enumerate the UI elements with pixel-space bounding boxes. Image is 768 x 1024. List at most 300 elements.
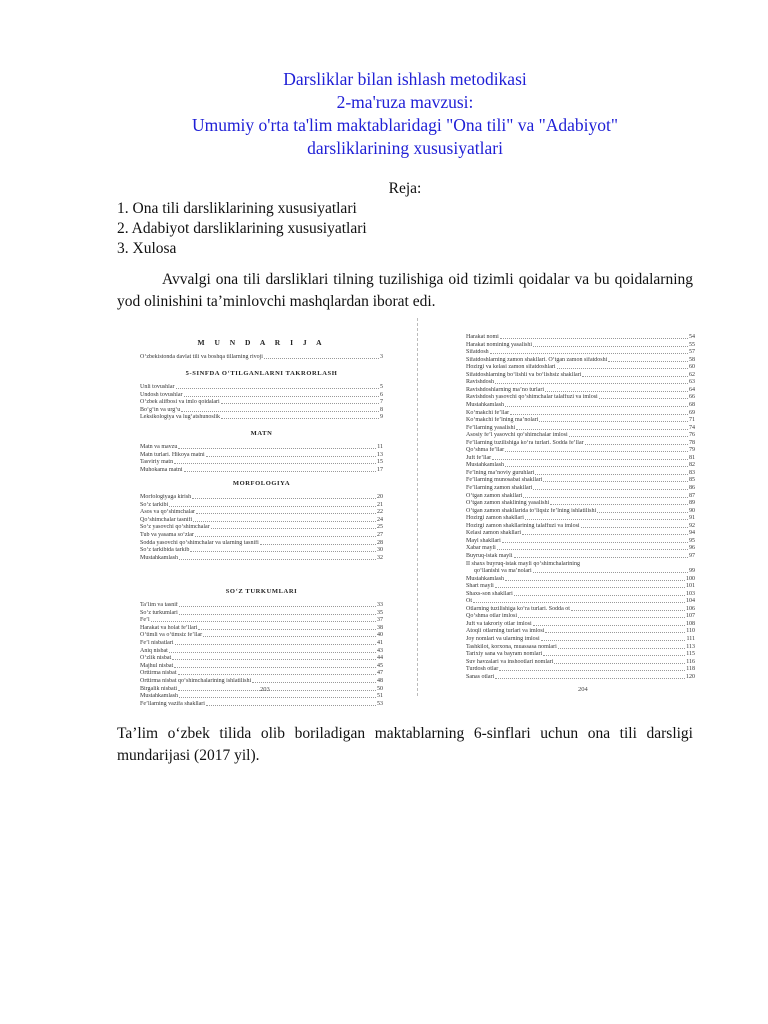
contents-entry-title: Tub va yasama so‘zlar [140, 532, 194, 538]
page-number-right: 204 [578, 686, 588, 693]
contents-page-number: 35 [377, 609, 383, 616]
contents-entry-title: Qo‘shma otlar imlosi [466, 613, 517, 620]
contents-page-number: 96 [689, 545, 695, 552]
contents-row [140, 532, 383, 539]
contents-row [140, 610, 383, 617]
contents-page-number: 85 [689, 477, 695, 484]
contents-entry-title: Matn va mavzu [140, 444, 178, 450]
contents-entry-title: qo‘llanishi va ma’nolari [474, 568, 532, 575]
contents-page-number: 13 [377, 451, 383, 458]
contents-entry-title: Turdosh otlar [466, 666, 499, 673]
contents-row [466, 606, 695, 613]
contents-page-number: 71 [689, 417, 695, 424]
plan-item: 3. Xulosa [117, 240, 177, 257]
contents-page-number: 3 [380, 354, 383, 360]
contents-row [140, 467, 383, 474]
contents-entry-title: Hozirgi zamon shakllari [466, 515, 524, 522]
contents-dot-leader [196, 513, 376, 514]
contents-row [466, 394, 695, 401]
contents-page-number: 68 [689, 401, 695, 408]
contents-page-number: 30 [377, 547, 383, 554]
contents-row [466, 561, 695, 568]
contents-dot-leader [211, 528, 376, 529]
contents-page-number: 27 [377, 532, 383, 538]
contents-dot-leader [541, 640, 686, 641]
contents-row [466, 545, 695, 552]
contents-dot-leader [176, 388, 380, 389]
contents-page-number: 51 [377, 693, 383, 700]
contents-dot-leader [175, 644, 377, 645]
contents-page-number: 104 [686, 598, 695, 605]
contents-page-number: 25 [377, 524, 383, 531]
contents-row [140, 524, 383, 531]
contents-page-number: 78 [689, 439, 695, 446]
contents-dot-leader [192, 498, 376, 499]
contents-page-number: 108 [686, 620, 695, 627]
contents-dot-leader [179, 697, 376, 698]
contents-dot-leader [178, 448, 376, 449]
contents-dot-leader [533, 346, 688, 347]
contents-row [466, 379, 695, 386]
contents-dot-leader [473, 602, 685, 603]
contents-entry-title: O‘zbekistonda davlat tili va boshqa tillarning rivoji [140, 354, 263, 360]
contents-dot-leader [543, 481, 688, 482]
contents-entry-title: O‘zlik nisbat [140, 655, 172, 662]
contents-section-heading: MATN [250, 430, 273, 437]
contents-row [140, 640, 383, 647]
contents-entry-title: Kelasi zamon shakllari [466, 530, 521, 537]
contents-row [466, 576, 695, 583]
contents-page-number: 91 [689, 515, 695, 522]
contents-row [140, 632, 383, 639]
contents-dot-leader [221, 418, 379, 419]
contents-row [140, 502, 383, 509]
contents-row [140, 444, 383, 451]
contents-page-number: 89 [689, 500, 695, 507]
contents-row [466, 591, 695, 598]
contents-page-number: 115 [686, 651, 695, 658]
contents-entry-title: O‘tgan zamon shakllarida to‘liqsiz fe’lning ishlatilishi [466, 507, 597, 514]
contents-dot-leader [597, 512, 688, 513]
contents-row [466, 440, 695, 447]
contents-row [466, 402, 695, 409]
contents-entry-title: Ot [466, 598, 472, 605]
contents-dot-leader [174, 667, 376, 668]
contents-row [466, 538, 695, 545]
contents-entry-title: Sifatdosh [466, 349, 489, 356]
contents-entry-title: Hozirgi va kelasi zamon sifatdoshlari [466, 364, 556, 371]
contents-row [466, 493, 695, 500]
contents-dot-leader [518, 617, 685, 618]
contents-entry-title: Ta’lim va tasnif [140, 602, 178, 608]
contents-page-number: 111 [686, 636, 695, 642]
page-number-left: 203 [260, 686, 270, 693]
contents-row [466, 613, 695, 620]
contents-section-heading: 5-SINFDA O‘TILGANLARNI TAKRORLASH [185, 370, 338, 377]
contents-row [466, 342, 695, 349]
contents-dot-leader [260, 544, 376, 545]
contents-entry-title: Ravishdosh [466, 379, 495, 386]
plan-heading: Reja: [388, 180, 422, 197]
contents-dot-leader [505, 580, 685, 581]
contents-page-number: 103 [686, 590, 695, 597]
contents-row [140, 648, 383, 655]
contents-row [466, 628, 695, 635]
contents-row [140, 407, 383, 414]
contents-page-number: 74 [689, 424, 695, 431]
contents-page-number: 62 [689, 371, 695, 378]
contents-dot-leader [495, 678, 685, 679]
contents-dot-leader [505, 451, 688, 452]
contents-dot-leader [550, 504, 688, 505]
contents-entry-title: O‘zbek alifbosi va imlo qoidalari [140, 399, 220, 406]
contents-row [466, 477, 695, 484]
contents-page-number: 76 [689, 432, 695, 439]
contents-dot-leader [525, 519, 688, 520]
contents-section-heading: MORFOLOGIYA [232, 480, 291, 487]
page-fold-divider [417, 318, 418, 696]
contents-page-number: 58 [689, 356, 695, 363]
contents-dot-leader [502, 542, 688, 543]
contents-dot-leader [198, 629, 376, 630]
contents-row [466, 364, 695, 371]
contents-dot-leader [539, 421, 688, 422]
contents-entry-title: Sanas otlari [466, 673, 495, 680]
contents-dot-leader [558, 648, 685, 649]
contents-dot-leader [543, 655, 685, 656]
contents-page-number: 24 [377, 516, 383, 523]
contents-dot-leader [533, 572, 688, 573]
contents-page-number: 21 [377, 501, 383, 508]
contents-entry-title: Suv havzalari va inshootlari nomlari [466, 658, 554, 665]
contents-dot-leader [184, 471, 377, 472]
contents-page-number: 60 [689, 364, 695, 371]
contents-dot-leader [505, 406, 688, 407]
contents-entry-title: Qo‘shma fe’llar [466, 447, 505, 454]
contents-entry-title: Otlarning tuzilishiga ko‘ra turlari. Sodda ot [466, 605, 570, 612]
contents-main-title: M U N D A R I J A [197, 338, 326, 347]
contents-dot-leader [203, 636, 376, 637]
contents-row [466, 357, 695, 364]
contents-entry-title: Harakat nomining yasalishi [466, 341, 532, 348]
contents-row [466, 598, 695, 605]
contents-dot-leader [179, 606, 376, 607]
contents-entry-title: Fe’l [140, 617, 150, 624]
contents-page-number: 41 [377, 640, 383, 646]
contents-dot-leader [545, 391, 688, 392]
contents-dot-leader [490, 353, 688, 354]
contents-dot-leader [495, 383, 688, 384]
contents-page-number: 87 [689, 492, 695, 499]
contents-dot-leader [523, 497, 688, 498]
contents-row [140, 494, 383, 501]
contents-entry-title: Orttirma nisbat [140, 670, 177, 677]
contents-dot-leader [516, 429, 688, 430]
contents-row [140, 509, 383, 516]
contents-entry-title: Fe’llarning munosabat shakllari [466, 477, 543, 484]
contents-entry-title: Shaxs-son shakllari [466, 590, 513, 597]
contents-entry-title: Mustahkamlash [466, 401, 504, 408]
contents-row [466, 583, 695, 590]
lecture-title [117, 68, 693, 160]
contents-entry-title: Asos va qo‘shimchalar [140, 509, 195, 516]
contents-page-number: 94 [689, 530, 695, 537]
contents-row [466, 515, 695, 522]
contents-page-number: 53 [377, 700, 383, 707]
contents-page-number: 66 [689, 394, 695, 401]
contents-entry-title: Majhul nisbat [140, 662, 174, 669]
contents-row [140, 602, 383, 609]
contents-page-number: 116 [686, 658, 695, 665]
contents-page-number: 40 [377, 632, 383, 639]
contents-dot-leader [582, 376, 688, 377]
contents-entry-title: So‘z tarkibida tarkib [140, 547, 190, 554]
contents-dot-leader [505, 466, 688, 467]
contents-entry-title: Juft va takroriy otlar imlosi [466, 620, 532, 627]
contents-dot-leader [495, 587, 685, 588]
contents-dot-leader [557, 368, 688, 369]
contents-entry-title: Bo‘g‘in va urg‘u [140, 406, 181, 413]
contents-page-number: 79 [689, 447, 695, 454]
contents-dot-leader [174, 463, 376, 464]
contents-dot-leader [492, 459, 688, 460]
contents-page-number: 99 [689, 568, 695, 575]
contents-page-number: 64 [689, 386, 695, 393]
contents-entry-title: Qo‘shimchalar tasnifi [140, 516, 193, 523]
contents-dot-leader [571, 610, 685, 611]
contents-page-number: 9 [380, 414, 383, 421]
contents-row [466, 621, 695, 628]
plan-item: 2. Adabiyot darsliklarining xususiyatlari [117, 220, 367, 237]
contents-page-number: 5 [380, 384, 383, 390]
contents-row [466, 462, 695, 469]
contents-entry-title: Morfologiyaga kirish [140, 494, 192, 500]
title-line-3: Umumiy o'rta ta'lim maktablaridagi "Ona tili" va "Adabiyot" [191, 115, 619, 135]
contents-row [140, 399, 383, 406]
contents-entry-title: Sifatdoshlarning bo‘lishli va bo‘lishsiz shakllari [466, 371, 582, 378]
contents-dot-leader [179, 559, 376, 560]
contents-entry-title: Ko‘makchi fe’llar [466, 409, 510, 416]
contents-dot-leader [533, 489, 688, 490]
contents-page-number: 47 [377, 670, 383, 677]
contents-dot-leader [179, 614, 376, 615]
contents-dot-leader [252, 682, 376, 683]
contents-dot-leader [514, 557, 689, 558]
contents-page-number: 50 [377, 685, 383, 692]
contents-entry-title: Muhokama matni [140, 466, 183, 473]
contents-entry-title: Joy nomlari va ularning imlosi [466, 636, 540, 642]
contents-dot-leader [545, 632, 685, 633]
contents-page-number: 118 [686, 666, 695, 673]
contents-page-number: 32 [377, 554, 383, 561]
contents-entry-title: So‘z turkumlari [140, 609, 178, 616]
contents-dot-leader [585, 444, 688, 445]
contents-row [140, 617, 383, 624]
contents-row [140, 663, 383, 670]
contents-dot-leader [533, 625, 685, 626]
contents-row [466, 447, 695, 454]
contents-page-number: 20 [377, 494, 383, 500]
contents-entry-title: Fe’llarning zamon shakllari [466, 485, 533, 491]
contents-entry-title: Tarixiy sana va bayram nomlari [466, 651, 543, 658]
contents-row [140, 540, 383, 547]
contents-entry-title: Mustahkamlash [466, 462, 504, 469]
contents-entry-title: Ravishdoshlarning ma’no turlari [466, 386, 544, 393]
contents-row [466, 500, 695, 507]
contents-page-number: 69 [689, 409, 695, 416]
contents-page-number: 120 [686, 673, 695, 680]
contents-dot-leader [195, 536, 376, 537]
contents-row [466, 659, 695, 666]
contents-entry-title: Mustahkamlash [466, 575, 504, 582]
contents-dot-leader [184, 396, 380, 397]
contents-entry-title: O‘timli va o‘timsiz fe’llar [140, 632, 203, 639]
contents-dot-leader [190, 551, 376, 552]
contents-row [466, 530, 695, 537]
contents-row [140, 693, 383, 700]
intro-paragraph: Avvalgi ona tili darsliklari tilning tuzilishiga oid tizimli qoidalar va bu qoidalarning yod olinishini ta’minlovchi mashqlardan iborat edi. [117, 271, 693, 310]
contents-page-number: 43 [377, 647, 383, 654]
contents-row [466, 417, 695, 424]
contents-row [140, 555, 383, 562]
contents-page-number: 38 [377, 624, 383, 631]
contents-entry-title: Mustahkamlash [140, 693, 178, 700]
contents-entry-title: Mustahkamlash [140, 554, 178, 561]
contents-page-number: 15 [377, 459, 383, 466]
title-line-4: darsliklarining xususiyatlari [307, 138, 503, 158]
contents-entry-title: Fe’llarning vazifa shakllari [140, 700, 205, 707]
contents-section-heading: SO‘Z TURKUMLARI [225, 588, 298, 595]
contents-entry-title: Asosiy fe’l yasovchi qo‘shimchalar imlosi [466, 432, 568, 439]
contents-dot-leader [181, 411, 379, 412]
contents-entry-title: Birgalik nisbati [140, 685, 178, 692]
contents-entry-title: Atoqli otlarning turlari va imlosi [466, 628, 545, 635]
contents-dot-leader [514, 595, 685, 596]
contents-row [466, 432, 695, 439]
contents-entry-title: Matn turlari. Hikoya matni [140, 451, 205, 458]
title-line-2: 2-ma'ruza mavzusi: [336, 92, 474, 112]
contents-page-number: 106 [686, 605, 695, 612]
contents-row [466, 470, 695, 477]
contents-page-number: 110 [686, 628, 695, 635]
contents-dot-leader [599, 398, 688, 399]
plan-item: 1. Ona tili darsliklarining xususiyatlari [117, 200, 357, 217]
contents-page-number: 7 [380, 399, 383, 406]
contents-page-number: 44 [377, 655, 383, 662]
contents-row [466, 568, 695, 575]
contents-page-number: 86 [689, 485, 695, 491]
contents-entry-title: Orttirma nisbat qo‘shimchalarining ishlatilishi [140, 678, 252, 684]
contents-entry-title: O‘tgan zamon shaklining yasalishi [466, 500, 550, 507]
contents-row [466, 553, 695, 560]
contents-entry-title: Fe’l nisbatlari [140, 640, 174, 646]
contents-row [140, 392, 383, 399]
contents-page-number: 54 [689, 334, 695, 340]
contents-dot-leader [554, 663, 685, 664]
contents-row [466, 349, 695, 356]
contents-dot-leader [497, 549, 688, 550]
contents-dot-leader [264, 358, 379, 359]
contents-row [466, 372, 695, 379]
contents-page-number: 37 [377, 617, 383, 624]
contents-entry-title: Shart mayli [466, 583, 494, 590]
contents-row [466, 425, 695, 432]
contents-row [140, 547, 383, 554]
contents-row [466, 485, 695, 492]
contents-entry-title: Tashkilot, korxona, muassasa nomlari [466, 643, 557, 650]
contents-dot-leader [169, 652, 376, 653]
contents-row [140, 517, 383, 524]
contents-entry-title: Unli tovushlar [140, 384, 175, 390]
contents-entry-title: Fe’lning ma’noviy guruhlari [466, 469, 535, 476]
contents-page-number: 28 [377, 539, 383, 546]
contents-entry-title: Hozirgi zamon shakllarining talaffuzi va imlosi [466, 522, 580, 529]
contents-entry-title: Harakat nomi [466, 334, 499, 340]
contents-dot-leader [172, 659, 376, 660]
contents-dot-leader [178, 690, 376, 691]
contents-row [140, 459, 383, 466]
contents-row [466, 387, 695, 394]
contents-entry-title: So‘z yasovchi qo‘shimchalar [140, 524, 210, 531]
contents-entry-title: Juft fe’llar [466, 454, 492, 461]
contents-page-number: 17 [377, 466, 383, 473]
contents-page-number: 101 [686, 583, 695, 590]
contents-page-number: 113 [686, 643, 695, 650]
contents-page-number: 11 [377, 444, 383, 450]
contents-entry-title: Harakat va holat fe’llari [140, 624, 198, 631]
contents-dot-leader [608, 361, 688, 362]
contents-dot-leader [535, 474, 688, 475]
contents-entry-title: II shaxs buyruq-istak mayli qo‘shimchalarining [466, 560, 580, 567]
contents-row [140, 625, 383, 632]
contents-page-number: 33 [377, 602, 383, 608]
contents-dot-leader [581, 527, 688, 528]
contents-entry-title: Sodda yasovchi qo‘shimchalar va ularning tasnifi [140, 539, 259, 546]
contents-page-number: 81 [689, 454, 695, 461]
contents-row [140, 452, 383, 459]
contents-row [140, 655, 383, 662]
contents-page-number: 100 [686, 575, 695, 582]
contents-entry-title: Xabar mayli [466, 545, 496, 552]
contents-row [466, 508, 695, 515]
title-line-1: Darsliklar bilan ishlash metodikasi [283, 69, 527, 89]
contents-row [466, 636, 695, 643]
contents-row [466, 644, 695, 651]
contents-row [140, 414, 383, 421]
contents-page-number: 95 [689, 537, 695, 544]
contents-entry-title: Undosh tovushlar [140, 391, 183, 398]
contents-row [140, 354, 383, 361]
contents-entry-title: Fe’llarning yasalishi [466, 424, 516, 431]
contents-page-number: 83 [689, 469, 695, 476]
contents-page-number: 48 [377, 678, 383, 684]
contents-row [466, 455, 695, 462]
contents-entry-title: Ko‘makchi fe’lning ma’nolari [466, 417, 539, 424]
contents-page-number: 57 [689, 349, 695, 356]
contents-entry-title: So‘z tarkibi [140, 501, 169, 508]
contents-row [140, 384, 383, 391]
contents-dot-leader [206, 456, 376, 457]
contents-page-number: 63 [689, 379, 695, 386]
contents-row [140, 670, 383, 677]
contents-entry-title: Sifatdoshlarning zamon shakllari. O‘tgan zamon sifatdoshi [466, 356, 608, 363]
contents-entry-title: Ravishdosh yasovchi qo‘shimchalar talaffuzi va imlosi [466, 394, 598, 401]
contents-dot-leader [510, 414, 688, 415]
contents-page-number: 45 [377, 662, 383, 669]
contents-row [140, 701, 383, 708]
contents-page-number: 107 [686, 613, 695, 620]
contents-page-number: 97 [689, 552, 695, 559]
